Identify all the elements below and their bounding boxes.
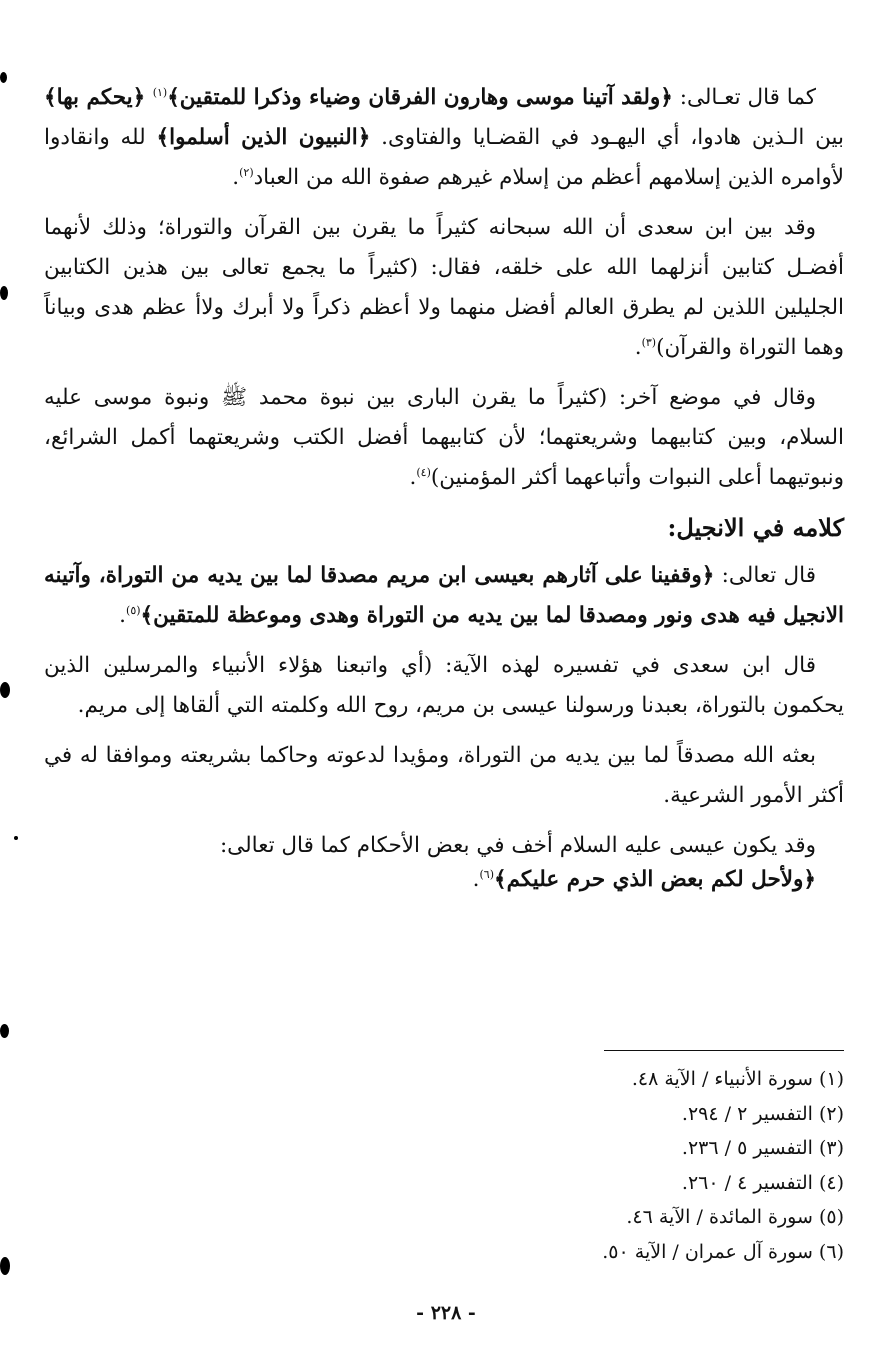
text: وقد بين ابن سعدى أن الله سبحانه كثيراً ما يقرن بين القرآن والتوراة؛ وذلك لأنهما أفضـل كتابين أنزلهما الله على خلقه، فقال: (كثيراً ما يجمع تعالى بين هذين الكتابين الجليلين اللذين لم يطرق العالم أفضل منهما ولا أعظم ذكراً ولا أبرك ولاأ عظم هدى وبياناً وهما التوراة والقرآن)	[44, 215, 844, 360]
section-heading: كلامه في الانجيل:	[667, 513, 844, 542]
footnote-item: (٢) التفسير ٢ / ٢٩٤.	[681, 1102, 844, 1125]
text: وقد يكون عيسى عليه السلام أخف في بعض الأحكام كما قال تعالى:	[219, 833, 816, 858]
paragraph-1	[44, 78, 844, 198]
scan-speck	[0, 1257, 10, 1275]
text: قال ابن سعدى في تفسيره لهذه الآية: (أي واتبعنا هؤلاء الأنبياء والمرسلين الذين يحكمون بالتوراة، بعبدنا ورسولنا عيسى بن مريم، روح الله وكلمته التي ألقاها إلى مريم.	[44, 653, 844, 718]
footnote-item: (٤) التفسير ٤ / ٢٦٠.	[681, 1171, 844, 1194]
text: .	[409, 465, 417, 490]
paragraph-5	[44, 646, 844, 726]
footnote-separator	[604, 1050, 844, 1051]
scan-speck	[0, 72, 7, 83]
quran-quote: ﴿وقفينا على آثارهم بعيسى ابن مريم مصدقا لما بين يديه من التوراة، وآتينه الانجيل فيه هدى ونور ومصدقا لما بين يديه من التوراة وهدى وموعظة للمتقين﴾	[44, 563, 844, 628]
paragraph-6	[44, 736, 844, 816]
text: .	[634, 335, 642, 360]
text: لله وانقادوا لأوامره الذين إسلامهم أعظم من إسلام غيرهم صفوة الله من العباد	[44, 125, 844, 190]
scan-speck	[0, 682, 10, 698]
page-number: - ٢٢٨ -	[416, 1302, 476, 1324]
paragraph-4	[44, 556, 844, 636]
footnote-item: (٣) التفسير ٥ / ٢٣٦.	[681, 1137, 844, 1159]
paragraph-3	[44, 378, 844, 498]
body-text	[44, 78, 844, 910]
footnote-ref[interactable]: (٣)	[641, 335, 657, 349]
quran-quote: ﴿النبيون الذين أسلموا﴾	[156, 125, 371, 150]
quran-quote: ﴿يحكم بها﴾	[44, 85, 153, 110]
text: كما قال تعـالى:	[672, 85, 816, 110]
text: .	[472, 867, 480, 892]
footnote-item: (٦) سورة آل عمران / الآية ٥٠.	[602, 1240, 844, 1263]
footnote-ref[interactable]: (١)	[152, 85, 168, 99]
footnote-item: (٥) سورة المائدة / الآية ٤٦.	[626, 1206, 844, 1228]
paragraph-7-verse	[44, 860, 844, 900]
scan-speck	[0, 1024, 9, 1038]
text: وقال في موضع آخر: (كثيراً ما يقرن البارى بين نبوة محمد ﷺ ونبوة موسى عليه السلام، وبين كتابيهما وشريعتهما؛ لأن كتابيهما أفضل الكتب وشريعتهما أكمل الشرائع، ونبوتيهما أعلى النبوات وأتباعهما أكثر المؤمنين)	[44, 385, 844, 490]
footnote-ref[interactable]: (٥)	[126, 603, 141, 617]
footnotes	[44, 1062, 844, 1269]
scan-speck	[0, 286, 8, 300]
quran-quote: ﴿ولأحل لكم بعض الذي حرم عليكم﴾	[494, 867, 816, 892]
footnote-ref[interactable]: (٢)	[239, 165, 254, 179]
scan-speck	[14, 836, 18, 840]
text: .	[232, 165, 240, 190]
footnote-item: (١) سورة الأنبياء / الآية ٤٨.	[631, 1068, 844, 1090]
footnote-ref[interactable]: (٦)	[479, 867, 494, 881]
text: بعثه الله مصدقاً لما بين يديه من التوراة، ومؤيدا لدعوته وحاكما بشريعته وموافقا له في أكثر الأمور الشرعية.	[44, 743, 844, 808]
quran-quote: ﴿ولقد آتينا موسى وهارون الفرقان وضياء وذكرا للمتقين﴾	[167, 85, 673, 110]
footnote-ref[interactable]: (٤)	[416, 465, 431, 479]
text: .	[119, 603, 127, 628]
text: بين الـذين هادوا، أي اليهـود في القضـايا والفتاوى.	[370, 125, 845, 150]
paragraph-2	[44, 208, 844, 368]
text: قال تعالى:	[714, 563, 816, 588]
